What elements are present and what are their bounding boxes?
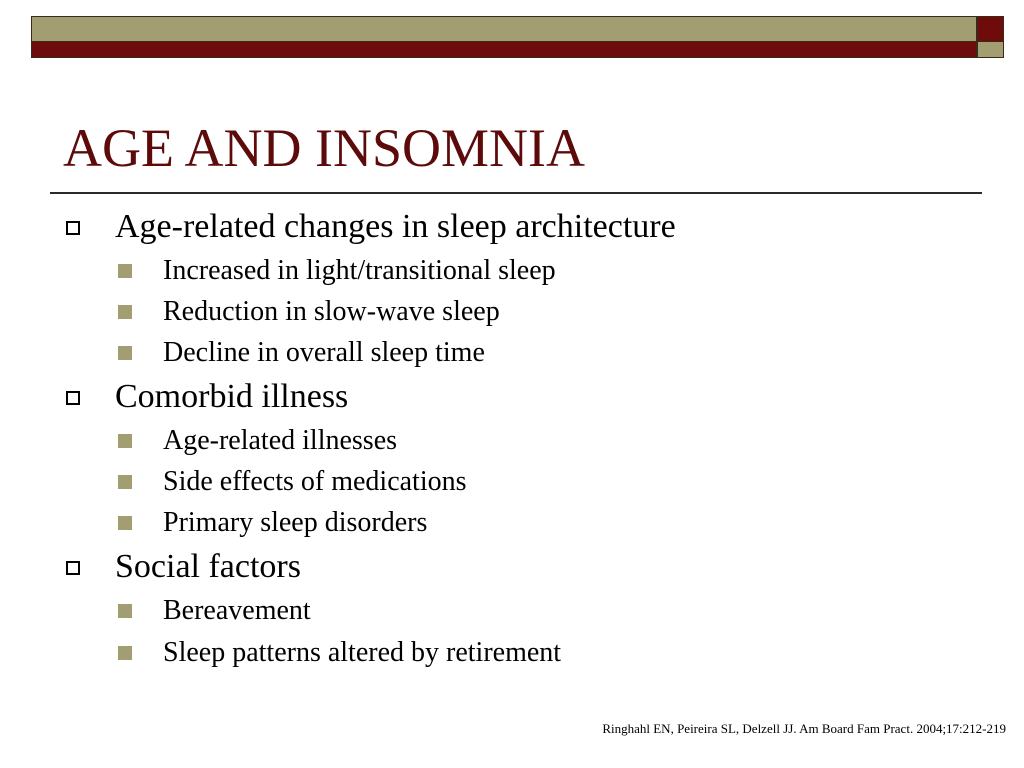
square-bullet-icon bbox=[118, 475, 132, 489]
hollow-square-bullet-icon bbox=[66, 221, 80, 235]
slide-title: AGE AND INSOMNIA bbox=[63, 118, 585, 178]
citation: Ringhahl EN, Peireira SL, Delzell JJ. Am Board Fam Pract. 2004;17:212-219 bbox=[602, 721, 1006, 736]
title-divider bbox=[50, 192, 982, 194]
square-bullet-icon bbox=[118, 646, 132, 660]
section-label: Age-related changes in sleep architecture bbox=[115, 208, 676, 245]
corner-square-maroon bbox=[977, 16, 1004, 42]
header-bar-olive bbox=[31, 16, 977, 42]
sub-bullet-item: Bereavement bbox=[163, 595, 311, 626]
section-label: Comorbid illness bbox=[115, 378, 349, 415]
sub-bullet-item: Decline in overall sleep time bbox=[163, 337, 485, 368]
sub-bullet-item: Side effects of medications bbox=[163, 466, 467, 497]
square-bullet-icon bbox=[118, 516, 132, 530]
hollow-square-bullet-icon bbox=[66, 561, 80, 575]
square-bullet-icon bbox=[118, 604, 132, 618]
square-bullet-icon bbox=[118, 434, 132, 448]
sub-bullet-item: Reduction in slow-wave sleep bbox=[163, 296, 500, 327]
section-label: Social factors bbox=[115, 548, 301, 585]
hollow-square-bullet-icon bbox=[66, 391, 80, 405]
sub-bullet-item: Primary sleep disorders bbox=[163, 507, 428, 538]
square-bullet-icon bbox=[118, 305, 132, 319]
square-bullet-icon bbox=[118, 264, 132, 278]
corner-square-olive bbox=[977, 42, 1004, 58]
sub-bullet-item: Increased in light/transitional sleep bbox=[163, 255, 556, 286]
square-bullet-icon bbox=[118, 346, 132, 360]
header-bar-maroon bbox=[31, 42, 977, 58]
sub-bullet-item: Age-related illnesses bbox=[163, 425, 398, 456]
sub-bullet-item: Sleep patterns altered by retirement bbox=[163, 637, 562, 668]
